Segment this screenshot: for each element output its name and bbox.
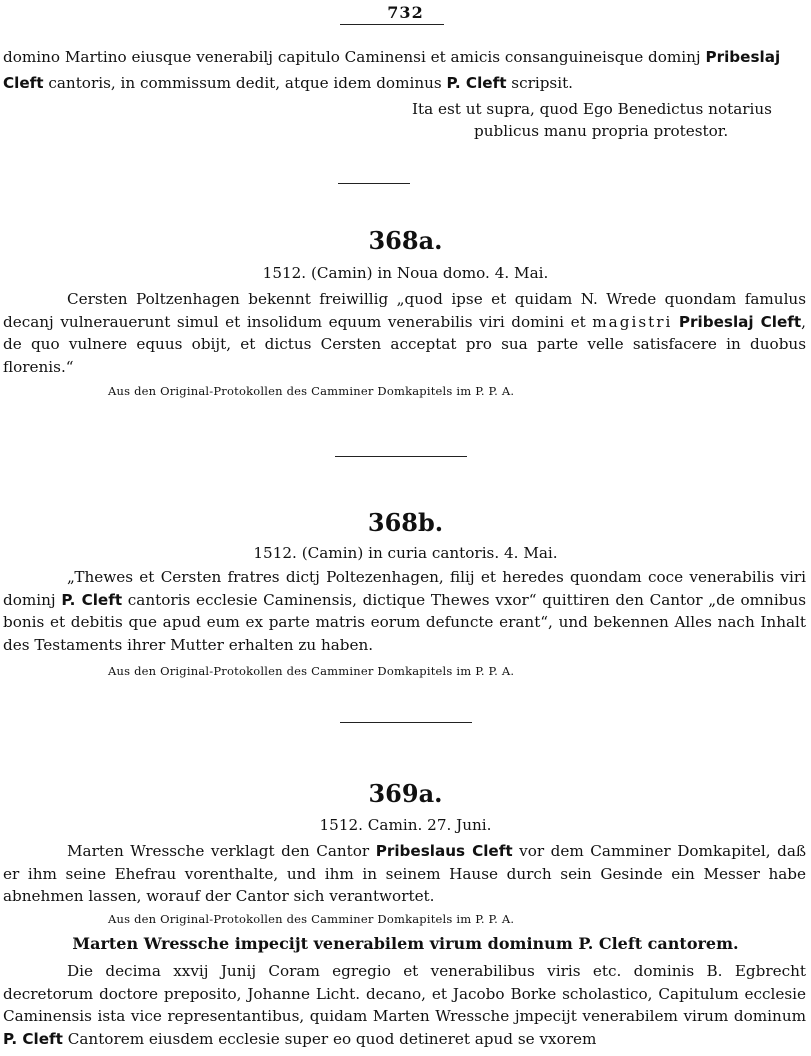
person-name: Pribeslaus Cleft: [375, 842, 513, 860]
regest-368a: [3, 288, 806, 378]
regest-text: „Thewes et Cersten fratres dictj Poltezenhagen, filij et heredes quondam coce venerabilis viri dominj: [3, 568, 806, 609]
continuation-text: scripsit.: [506, 74, 574, 92]
person-name: P. Cleft: [446, 74, 507, 92]
section-divider: [340, 722, 472, 723]
source-note-369a: Aus den Original-Protokollen des Camminer Domkapitels im P. P. A.: [108, 912, 515, 926]
body-text: Die decima xxvij Junij Coram egregio et venerabilibus viris etc. dominis B. Egbrecht decretorum doctore preposito, Johanne Licht. decano, et Jacobo Borke scholastico, Capitulum ecclesie Caminensis ista vice representantibus, quidam Marten Wressche jmpecijt venerabilem virum dominum: [3, 962, 806, 1026]
dateline-369a: 1512. Camin. 27. Juni.: [319, 816, 492, 834]
regest-369a: [3, 840, 806, 908]
section-divider: [338, 183, 410, 184]
notary-line-1: Ita est ut supra, quod Ego Benedictus notarius: [412, 100, 772, 118]
regest-text: Marten Wressche verklagt den Cantor: [67, 842, 376, 860]
source-note-368b: Aus den Original-Protokollen des Camminer Domkapitels im P. P. A.: [108, 664, 515, 678]
person-name: Pribeslaj Cleft: [678, 312, 802, 331]
title-text: cantorem.: [642, 934, 739, 953]
continuation-line-1: [3, 46, 780, 68]
page-number: 732: [387, 3, 424, 22]
document-number-369a: 369a.: [368, 779, 443, 808]
body-text: Cantorem eiusdem ecclesie super eo quod detineret apud se vxorem: [62, 1029, 597, 1048]
continuation-text: domino Martino eiusque venerabilj capitulo Caminensi et amicis consanguineisque dominj: [3, 48, 706, 66]
header-rule: [340, 24, 444, 25]
regest-text: vor dem Camminer Domkapitel, daß er ihm seine Ehefrau vorenthalte, und ihm in seinem Hause durch sein Gesinde ein Messer habe abnehmen lassen, worauf der Cantor sich verantwortet.: [3, 842, 807, 906]
document-number-368b: 368b.: [367, 508, 444, 537]
source-note-368a: Aus den Original-Protokollen des Camminer Domkapitels im P. P. A.: [108, 384, 515, 398]
regest-text: cantoris ecclesie Caminensis, dictique Thewes vxor“ quittiren den Cantor „de omnibus bonis et debitis que apud eum ex parte matris eorum defuncte erant“, und bekennen Alles nach Inhalt des Testaments ihrer Mutter erhalten zu haben.: [3, 590, 806, 654]
notary-line-2: publicus manu propria protestor.: [474, 122, 729, 140]
person-name: Cleft: [3, 74, 44, 92]
dateline-368b: 1512. (Camin) in curia cantoris. 4. Mai.: [253, 544, 558, 562]
regest-368b: [3, 566, 806, 656]
person-name: P. Cleft: [61, 590, 123, 609]
dateline-368a: 1512. (Camin) in Noua domo. 4. Mai.: [262, 264, 549, 282]
person-name: P. Cleft: [578, 934, 643, 953]
document-title-369a: [0, 934, 811, 953]
section-divider: [335, 456, 467, 457]
regest-text: , de quo vulnere equus obijt, et dictus Cersten acceptat pro sua parte velle satisfacere in duobus florenis.“: [3, 312, 806, 376]
person-name: Pribeslaj: [705, 48, 781, 66]
emphasized-word: magistri: [592, 312, 673, 331]
continuation-line-2: [3, 72, 573, 94]
document-body-369a: [3, 960, 806, 1050]
document-number-368a: 368a.: [368, 226, 443, 255]
continuation-text: cantoris, in commissum dedit, atque idem dominus: [43, 74, 447, 92]
regest-text: Cersten Poltzenhagen bekennt freiwillig „quod ipse et quidam N. Wrede quondam famulus decanj vulnerauerunt simul et insolidum equum venerabilis viri domini et: [3, 290, 806, 331]
title-text: Marten Wressche impecijt venerabilem virum dominum: [72, 934, 579, 953]
person-name: P. Cleft: [3, 1029, 63, 1048]
